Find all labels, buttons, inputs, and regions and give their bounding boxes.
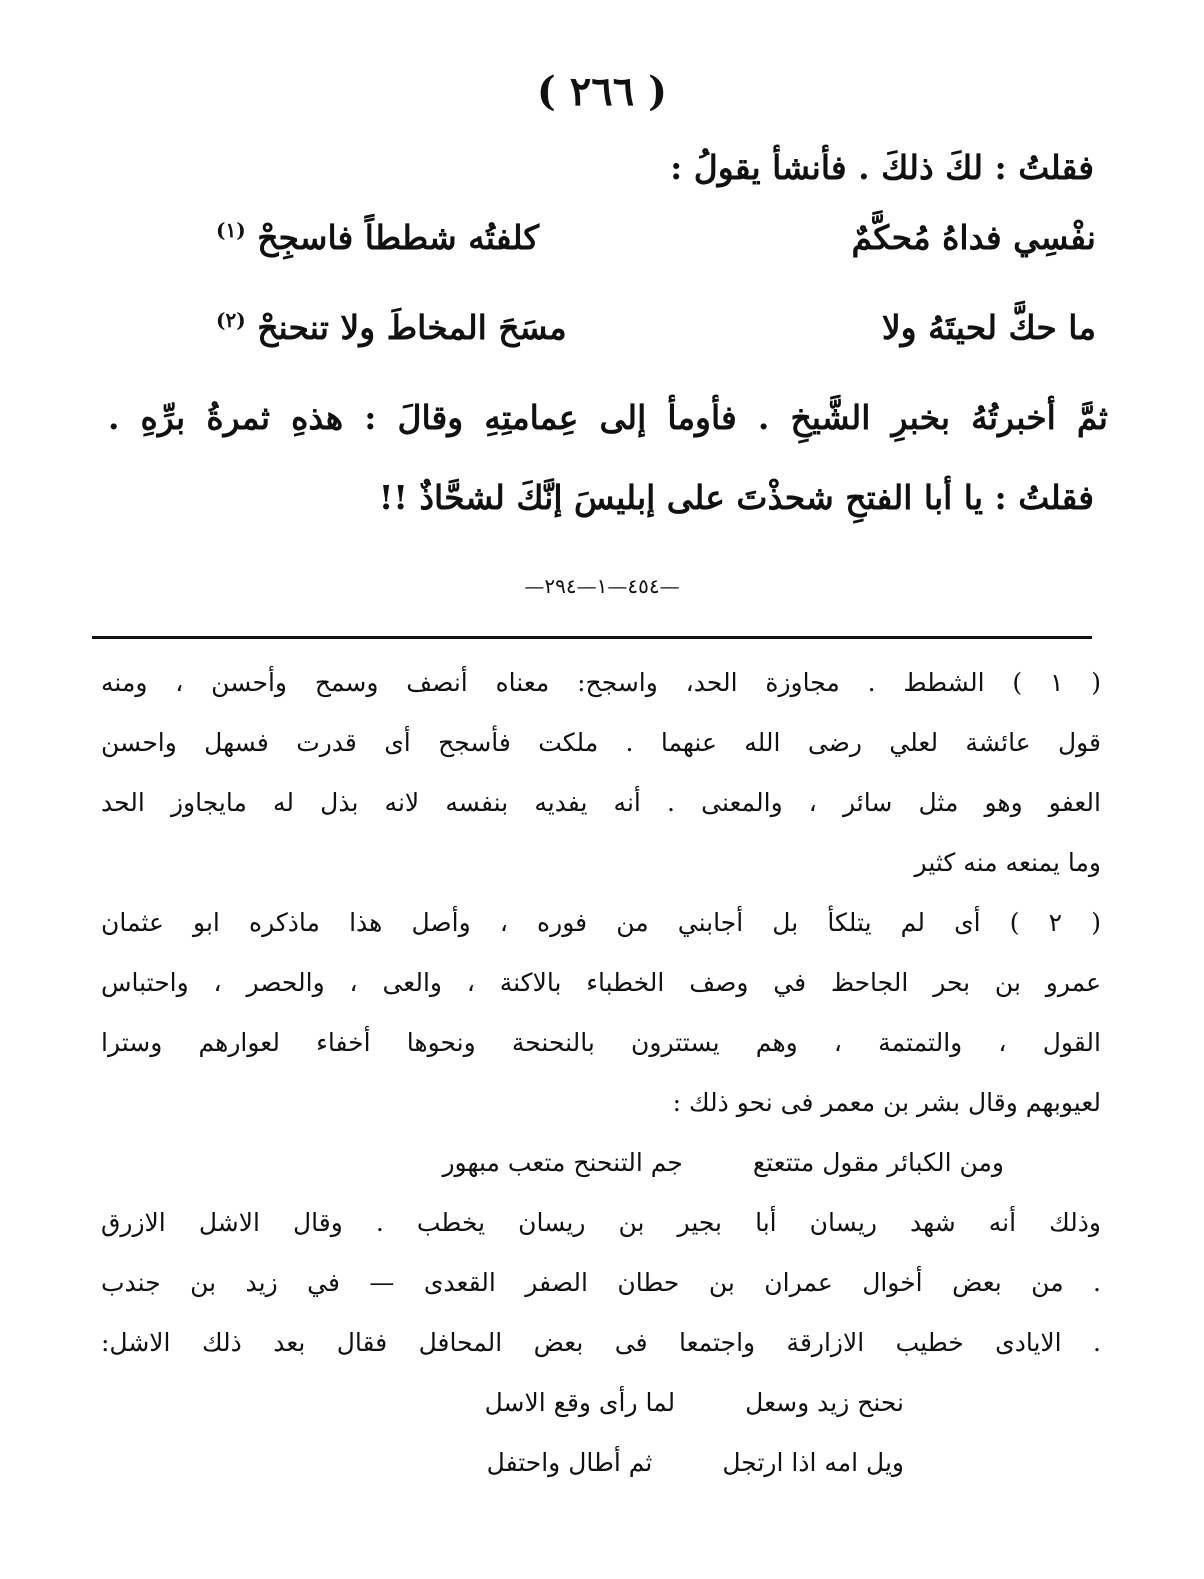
footnote-2-line-6: . من بعض أخوال عمران بن حطان الصفر القعدى — في زيد بن جندب — [101, 1268, 1101, 1297]
page-number: ( ٢٦٦ ) — [536, 68, 668, 115]
footnote-1-line-2: قول عائشة لعلي رضى الله عنهما . ملكت فأسجح أى قدرت فسهل واحسن — [101, 728, 1101, 757]
verse-1-first-hemistich: نفْسِي فداهُ مُحكَّمٌ — [851, 218, 1096, 257]
verse-2 — [216, 308, 1096, 347]
main-line-1: فقلتُ : لكَ ذلكَ . فأنشأ يقولُ : — [670, 148, 1094, 187]
footnote-2-verse-2-second: لما رأى وقع الاسل — [484, 1388, 676, 1417]
footnote-ref-1: (١) — [216, 218, 246, 242]
footnote-2-verse-1-first: ومن الكبائر مقول متتعتع — [752, 1148, 1004, 1177]
verse-1 — [216, 218, 1096, 257]
footnote-2-line-2: عمرو بن بحر الجاحظ في وصف الخطباء بالاكنة ، والعى ، والحصر ، واحتباس — [101, 968, 1101, 997]
footnote-separator-rule — [92, 636, 1092, 639]
footnote-2-line-5: وذلك أنه شهد ريسان أبا بجير بن ريسان يخطب . وقال الاشل الازرق — [101, 1208, 1101, 1237]
footnote-2-verse-2 — [485, 1388, 904, 1417]
footnote-1-line-4: وما يمنعه منه كثير — [914, 848, 1101, 877]
verse-1-second-hemistich — [216, 218, 539, 257]
footnote-2-line-3: القول ، والتمتمة ، وهم يستترون بالنحنحة ونحوها أخفاء لعوارهم وسترا — [101, 1028, 1101, 1057]
footnote-1-line-3: العفو وهو مثل سائر ، والمعنى . أنه يفديه بنفسه لانه بذل له مايجاوز الحد — [101, 788, 1101, 817]
verse-2-second-hemistich-text: مسَحَ المخاطَ ولا تنحنحْ — [257, 308, 567, 347]
footnote-2-line-1: ( ٢ ) أى لم يتلكأ بل أجابني من فوره ، وأصل هذا ماذكره ابو عثمان — [101, 908, 1101, 937]
main-line-5: فقلتُ : يا أبا الفتحِ شحذْتَ على إبليسَ إنَّكَ لشحَّاذٌ !! — [378, 478, 1094, 517]
footnote-2-verse-2-first: نحنح زيد وسعل — [745, 1388, 904, 1417]
verse-1-second-hemistich-text: كلفتُه شططاً فاسجِحْ — [257, 218, 540, 257]
footnote-2-verse-1 — [442, 1148, 1004, 1177]
ornament-divider: —٤٥٤—١—٢٩٤— — [524, 574, 680, 598]
verse-2-second-hemistich — [216, 308, 567, 347]
footnote-ref-2: (٢) — [216, 308, 246, 332]
footnote-2-line-7: . الايادى خطيب الازارقة واجتمعا فى بعض المحافل فقال بعد ذلك الاشل: — [101, 1328, 1101, 1357]
footnote-2-verse-3-second: ثم أطال واحتفل — [486, 1448, 653, 1477]
footnote-2-verse-1-second: جم التنحنح متعب مبهور — [442, 1148, 683, 1177]
verse-2-first-hemistich: ما حكَّ لحيتَهُ ولا — [881, 308, 1096, 347]
footnote-2-line-4: لعيوبهم وقال بشر بن معمر فى نحو ذلك : — [672, 1088, 1101, 1117]
main-line-4: ثمَّ أخبرتُهُ بخبرِ الشَّيخِ . فأومأ إلى عِمامتِهِ وقالَ : هذهِ ثمرةُ برِّهِ . — [108, 398, 1108, 437]
footnote-2-verse-3 — [487, 1448, 904, 1477]
footnote-1-line-1: ( ١ ) الشطط . مجاوزة الحد، واسجح: معناه أنصف وسمح وأحسن ، ومنه — [101, 668, 1102, 697]
footnote-2-verse-3-first: ويل امه اذا ارتجل — [722, 1448, 904, 1477]
